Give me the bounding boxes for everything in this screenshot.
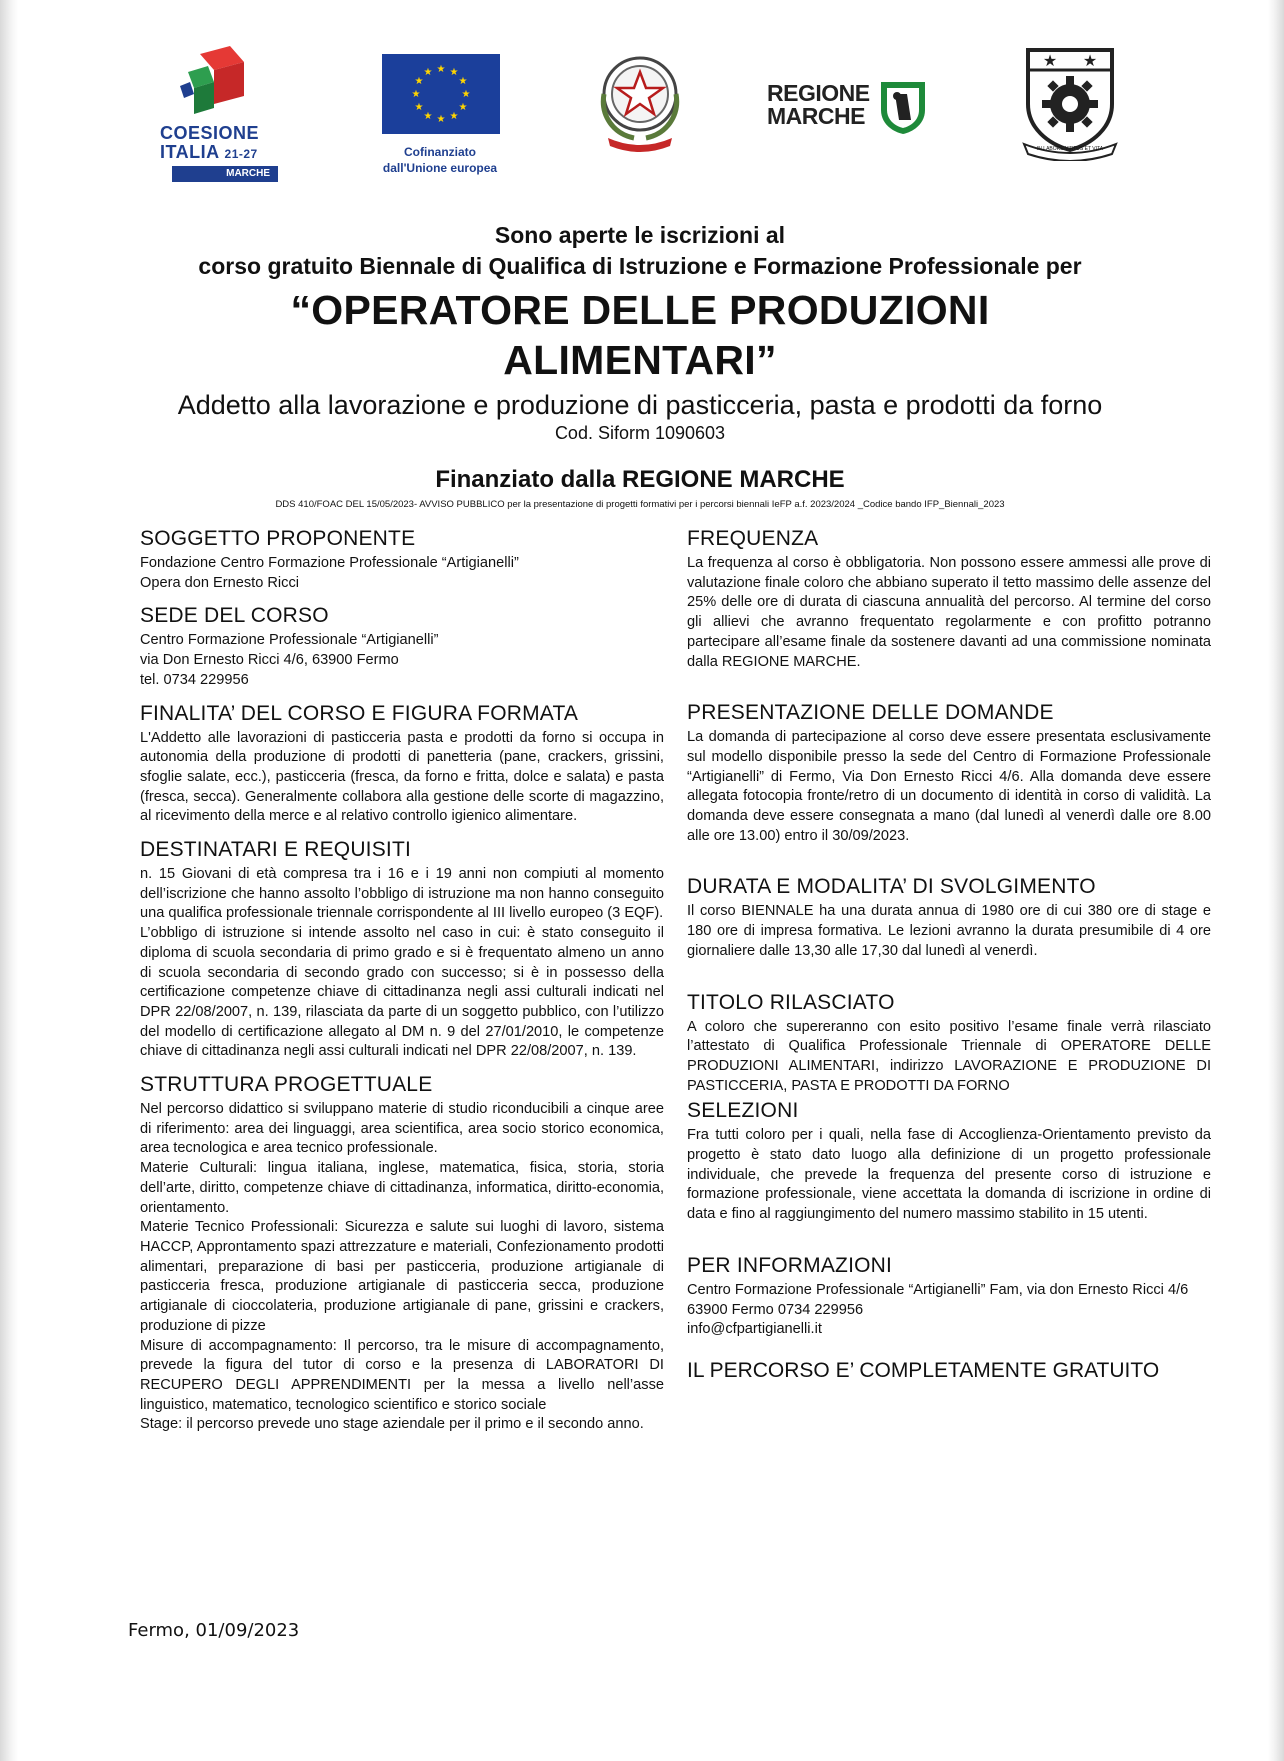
regione-line1: REGIONE [767, 80, 870, 106]
section-title: SOGGETTO PROPONENTE [140, 527, 416, 550]
coesione-cube-icon [160, 46, 280, 126]
svg-text:★: ★ [414, 76, 424, 87]
struttura-text: Materie Tecnico Professionali: Sicurezza e salute sui luoghi di lavoro, sistema HACCP, Approntamento spazi attrezzature e materiali, Confezionamento prodotti alimentari, preparazione di basi per pasticceria, produzione artigianale di pasticceria fresca, produzione artigianale di pasticceria secca, produzione artigianale di cioccolateria, produzione artigianale di pane, grissini e crackers, produzione di pizze [140, 1219, 664, 1334]
logo-bar [150, 46, 1140, 196]
right-column [687, 526, 1211, 1384]
page-edge-left [0, 0, 18, 1761]
coesione-line2: ITALIA [160, 142, 219, 162]
section-title: STRUTTURA PROGETTUALE [140, 1073, 433, 1097]
svg-text:★: ★ [449, 67, 459, 78]
svg-text:★: ★ [1082, 51, 1098, 70]
announcement-line: Sono aperte le iscrizioni al [494, 222, 786, 248]
section-title: SEDE DEL CORSO [140, 604, 329, 628]
sede-line: Centro Formazione Professionale “Artigianelli” [140, 632, 439, 649]
section-info [687, 1253, 1211, 1340]
regione-marche-logo [765, 46, 930, 129]
course-title-line2: ALIMENTARI” [503, 337, 777, 383]
svg-text:★: ★ [423, 111, 433, 122]
siform-code: Cod. Siform 1090603 [554, 423, 726, 443]
course-description: corso gratuito Biennale di Qualifica di Istruzione e Formazione Professionale per [198, 253, 1082, 279]
svg-text:★: ★ [436, 114, 446, 125]
sede-line: tel. 0734 229956 [140, 671, 249, 688]
struttura-text: Nel percorso didattico si sviluppano materie di studio riconducibili a cinque aree di riferimento: area dei linguaggi, area scientifica, area socio storico economica, area tecnologica e area tecnico professionale. [140, 1101, 664, 1157]
section-soggetto [140, 526, 664, 593]
destinatari-text: n. 15 Giovani di età compresa tra i 16 e i 19 anni non compiuti al momento dell’iscrizione che hanno assolto l’obbligo di istruzione ma non hanno conseguito una qualifica professionale triennale corrispondente al III livello europeo (3 EQF). [140, 866, 664, 922]
info-email: info@cfpartigianelli.it [687, 1321, 822, 1338]
coesione-bar: MARCHE [172, 166, 278, 182]
section-title: PRESENTAZIONE DELLE DOMANDE [687, 701, 1054, 725]
svg-text:★: ★ [423, 67, 433, 78]
section-finalita [140, 701, 664, 828]
durata-text: Il corso BIENNALE ha una durata annua di 1980 ore di cui 380 ore di stage e 180 ore di impresa formativa. Le lezioni avranno la durata presumibile di 4 ore giornaliere dalle 13,30 alle 17,30 dal lunedì al venerdì. [687, 903, 1211, 959]
soggetto-line: Opera don Ernesto Ricci [140, 574, 299, 591]
page-edge-right [1268, 0, 1284, 1761]
footer-date: Fermo, 01/09/2023 [128, 1620, 300, 1641]
struttura-text: Stage: il percorso prevede uno stage aziendale per il primo e il secondo anno. [140, 1416, 644, 1433]
section-title: FREQUENZA [687, 527, 819, 550]
destinatari-text: L’obbligo di istruzione si intende assolto nel caso in cui: è stato conseguito il diploma di scuola secondaria di primo grado e si è frequentato almeno un anno di scuola secondaria di secondo grado con successo; si è in possesso della certificazione competenze chiave di cittadinanza negli assi culturali indicati nel DPR 22/08/2007, n. 139, rilasciata da parte di un soggetto pubblico, con l’utilizzo del modello di certificazione allegato al DM n. 9 del 27/01/2010, le competenze chiave di cittadinanza negli assi culturali indicati nel DPR 22/08/2007, n. 139. [140, 925, 664, 1060]
repubblica-emblem-icon [590, 46, 690, 156]
funding-line: Finanziato dalla REGIONE MARCHE [435, 466, 845, 493]
gear-shield-icon [1020, 46, 1120, 161]
section-destinatari [140, 837, 664, 1062]
eu-logo [370, 46, 510, 186]
repubblica-italiana-emblem [590, 46, 690, 156]
section-title: DURATA E MODALITA’ DI SVOLGIMENTO [687, 875, 1096, 899]
eu-flag-icon [382, 54, 500, 134]
section-titolo [687, 990, 1211, 1097]
section-title: TITOLO RILASCIATO [687, 990, 895, 1014]
eu-caption-line2: dall'Unione europea [382, 161, 498, 175]
coesione-italia-logo [160, 46, 280, 186]
section-title: SELEZIONI [687, 1099, 799, 1123]
artigianelli-shield-logo [1020, 46, 1120, 161]
regione-marche-shield-icon [877, 80, 929, 136]
selezioni-text: Fra tutti coloro per i quali, nella fase di Accoglienza-Orientamento previsto da progetto è stato dato luogo alla definizione di un progetto professionale individuale, che prevede la frequenza del presente corso di istruzione e formazione professionale, viene accettata la domanda di iscrizione in ordine di data e fino al raggiungimento del numero massimo stabilito in 15 utenti. [687, 1127, 1211, 1223]
finalita-text: L'Addetto alle lavorazioni di pasticceria pasta e prodotti da forno si occupa in autonomia della produzione di prodotti di panetteria (pane, crackers, grissini, sfoglie salate, ecc.), pasticceria (fresca, da forno e fritta, dolce e salata) e pasta (fresca, secca). Generalmente collabora alla gestione delle scorte di magazzino, al ricevimento della merce e al relativo controllo igienico alimentare. [140, 729, 664, 825]
coesione-line1: COESIONE [160, 123, 260, 143]
section-presentazione [687, 700, 1211, 846]
section-sede [140, 603, 664, 690]
eu-caption-line1: Cofinanziato [404, 145, 476, 159]
section-struttura [140, 1072, 664, 1435]
shield-motto: IN LABORE VIRTUS ET VITA [1036, 146, 1104, 152]
section-title: FINALITA’ DEL CORSO E FIGURA FORMATA [140, 701, 579, 725]
svg-text:★: ★ [1042, 51, 1058, 70]
section-durata [687, 874, 1211, 961]
section-title: PER INFORMAZIONI [687, 1253, 893, 1277]
svg-text:★: ★ [458, 76, 468, 87]
left-column [140, 526, 664, 1445]
presentazione-text: La domanda di partecipazione al corso deve essere presentata esclusivamente sul modello disponibile presso la sede del Centro di Formazione Professionale “Artigianelli” di Fermo, Via Don Ernesto Ricci 4/6. Alla domanda deve essere allegata fotocopia fronte/retro di un documento di identità in corso di validità. La domanda deve essere consegnata a mano (dal lunedì al venerdì dalle ore 8.00 alle ore 13.00) entro il 30/09/2023. [687, 729, 1211, 844]
soggetto-line: Fondazione Centro Formazione Professionale “Artigianelli” [140, 555, 519, 571]
free-course-note: IL PERCORSO E’ COMPLETAMENTE GRATUITO [687, 1358, 1160, 1382]
section-title: DESTINATARI E REQUISITI [140, 838, 412, 862]
regione-line2: MARCHE [767, 103, 865, 129]
titolo-text: A coloro che supereranno con esito positivo l’esame finale verrà rilasciato l’attestato di Qualifica Professionale Triennale di OPERATORE DELLE PRODUZIONI ALIMENTARI, indirizzo LAVORAZIONE E PRODUZIONE DI PASTICCERIA, PASTA E PRODOTTI DA FORNO [687, 1018, 1211, 1094]
svg-text:★: ★ [436, 64, 446, 75]
svg-text:★: ★ [458, 102, 468, 113]
svg-text:★: ★ [461, 89, 471, 100]
frequenza-text: La frequenza al corso è obbligatoria. Non possono essere ammessi alle prove di valutazione finale coloro che abbiano superato il tetto massimo delle assenze del 25% delle ore di durata di ciascuna annualità del percorso. Al termine del corso gli allievi che avranno frequentato regolarmente e con profitto potranno partecipare all’esame finale da sostenere davanti ad una commissione nominata dalla REGIONE MARCHE. [687, 555, 1211, 670]
course-subtitle: Addetto alla lavorazione e produzione di pasticceria, pasta e prodotti da forno [177, 390, 1103, 420]
sede-line: via Don Ernesto Ricci 4/6, 63900 Fermo [140, 652, 399, 669]
section-selezioni [687, 1098, 1211, 1225]
course-title [70, 285, 1210, 385]
course-title-line1: “OPERATORE DELLE PRODUZIONI [290, 287, 990, 333]
info-text: Centro Formazione Professionale “Artigianelli” Fam, via don Ernesto Ricci 4/6 63900 Fermo 0734 229956 [687, 1281, 1189, 1318]
svg-text:★: ★ [411, 89, 421, 100]
coesione-years: 21-27 [224, 147, 258, 161]
svg-text:★: ★ [449, 111, 459, 122]
struttura-text: Materie Culturali: lingua italiana, inglese, matematica, fisica, storia, storia dell’arte, diritto, competenze chiave di cittadinanza, informatica, diritto-economia, orientamento. [140, 1160, 664, 1216]
svg-text:★: ★ [414, 102, 424, 113]
dds-reference: DDS 410/FOAC DEL 15/05/2023- AVVISO PUBBLICO per la presentazione di progetti formativi per i percorsi biennali IeFP a.f. 2023/2024 _Codice bando IFP_Biennali_2023 [275, 499, 1005, 510]
struttura-text: Misure di accompagnamento: Il percorso, tra le misure di accompagnamento, prevede la figura del tutor di corso e la presenza di LABORATORI DI RECUPERO DEGLI APPRENDIMENTI per la messa a livello nell’asse linguistico, matematico, tecnologico scientifico e storico sociale [140, 1337, 664, 1413]
section-frequenza [687, 526, 1211, 672]
